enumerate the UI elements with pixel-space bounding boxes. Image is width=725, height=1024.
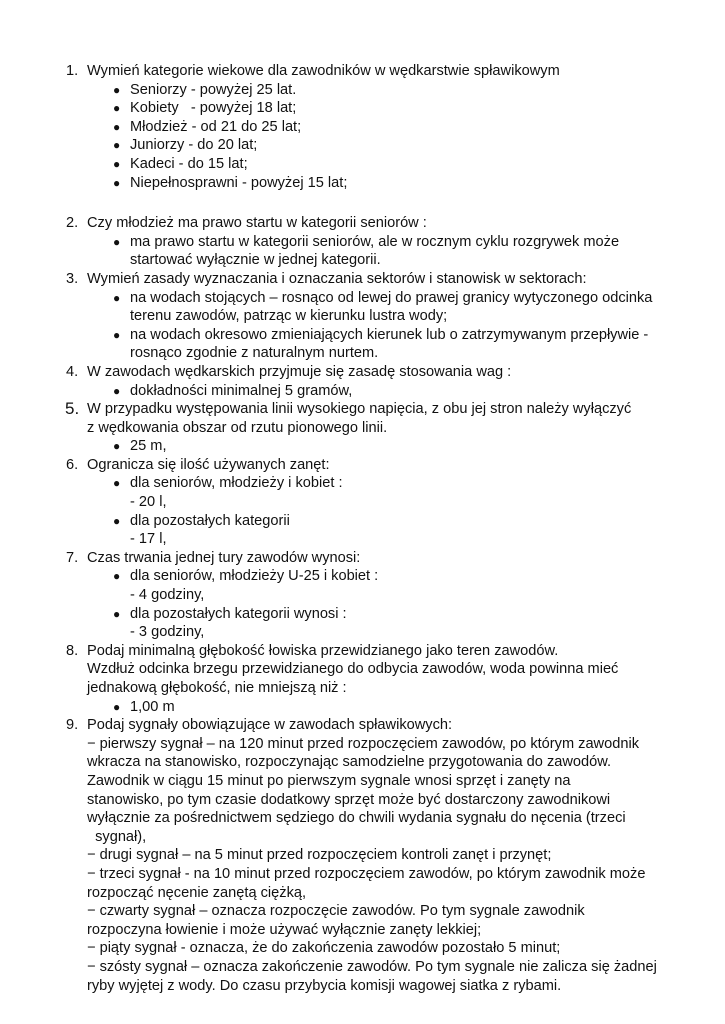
list-item <box>0 512 725 531</box>
question-text: Ogranicza się ilość używanych zanęt: <box>87 456 330 473</box>
answer-text: rosnąco zgodnie z naturalnym nurtem. <box>130 345 379 362</box>
answer-text: dla pozostałych kategorii <box>130 512 290 529</box>
bullet-icon: ● <box>113 513 121 528</box>
paragraph-text: jednakową głębokość, nie mniejszą niż : <box>87 680 347 696</box>
question-7 <box>0 549 725 568</box>
question-6 <box>0 456 725 475</box>
bullet-icon: ● <box>113 101 121 116</box>
paragraph-text: − pierwszy sygnał – na 120 minut przed rozpoczęciem zawodów, po którym zawodnik <box>87 735 639 752</box>
question-text: Czy młodzież ma prawo startu w kategorii seniorów : <box>87 215 427 232</box>
signal-line <box>0 921 725 940</box>
list-item <box>0 567 725 586</box>
answer-text: na wodach okresowo zmieniających kierunek lub o zatrzymywanym przepływie - <box>130 326 649 343</box>
signal-line <box>0 846 725 865</box>
paragraph-text: wyłącznie za pośrednictwem sędziego do chwili wydania sygnału do nęcenia (trzeci <box>87 810 626 827</box>
bullet-icon: ● <box>113 699 121 714</box>
bullet-icon: ● <box>113 327 121 342</box>
signal-line <box>0 735 725 754</box>
question-4 <box>0 363 725 382</box>
paragraph-text: stanowisko, po tym czasie dodatkowy sprzęt może być dostarczony zawodnikowi <box>87 791 611 808</box>
question-8 <box>0 642 725 661</box>
question-number: 2. <box>66 215 79 232</box>
list-item-continuation <box>0 251 725 270</box>
answer-text: Kobiety - powyżej 18 lat; <box>130 100 297 117</box>
paragraph-text: ryby wyjętej z wody. Do czasu przybycia komisji wagowej siatka z rybami. <box>87 977 562 994</box>
list-item <box>0 382 725 401</box>
question-text: Wymień kategorie wiekowe dla zawodników w wędkarstwie spławikowym <box>87 63 560 79</box>
answer-text: - 17 l, <box>130 531 167 548</box>
bullet-icon: ● <box>113 234 121 249</box>
list-item <box>0 437 725 456</box>
question-text: Podaj sygnały obowiązujące w zawodach spławikowych: <box>87 717 453 734</box>
paragraph-text: Zawodnik w ciągu 15 minut po pierwszym sygnale wnosi sprzęt i zanęty na <box>87 772 571 789</box>
paragraph-text: − czwarty sygnał – oznacza rozpoczęcie zawodów. Po tym sygnale zawodnik <box>87 903 585 920</box>
question-text: z wędkowania obszar od rzutu pionowego linii. <box>87 419 388 436</box>
signal-line <box>0 977 725 996</box>
paragraph-line <box>0 679 725 698</box>
answer-text: dla seniorów, młodzieży i kobiet : <box>130 475 343 492</box>
signal-line <box>0 791 725 810</box>
answer-text: Seniorzy - powyżej 25 lat. <box>130 81 297 98</box>
answer-text: dokładności minimalnej 5 gramów, <box>130 382 353 399</box>
answer-value <box>0 623 725 642</box>
bullet-icon: ● <box>113 82 121 97</box>
list-item <box>0 81 725 100</box>
answer-text: Niepełnosprawni - powyżej 15 lat; <box>130 174 348 191</box>
question-1 <box>0 62 725 81</box>
answer-text: Młodzież - od 21 do 25 lat; <box>130 118 302 135</box>
signal-line <box>0 809 725 828</box>
question-text: W zawodach wędkarskich przyjmuje się zasadę stosowania wag : <box>87 363 512 380</box>
list-item <box>0 605 725 624</box>
signal-line <box>0 939 725 958</box>
answer-text: Juniorzy - do 20 lat; <box>130 137 258 154</box>
list-item <box>0 698 725 717</box>
answer-text: ma prawo startu w kategorii seniorów, ale w rocznym cyklu rozgrywek może <box>130 233 620 250</box>
answer-text: terenu zawodów, patrząc w kierunku lustra wody; <box>130 308 448 325</box>
list-item <box>0 118 725 137</box>
signal-line <box>0 865 725 884</box>
list-item <box>0 136 725 155</box>
bullet-icon: ● <box>113 606 121 621</box>
answer-value <box>0 493 725 512</box>
list-item-continuation <box>0 307 725 326</box>
bullet-icon: ● <box>113 439 121 454</box>
answer-text: - 3 godziny, <box>130 624 205 641</box>
question-text: Podaj minimalną głębokość łowiska przewidzianego jako teren zawodów. <box>87 642 559 659</box>
paragraph-text: sygnał), <box>87 828 147 845</box>
paragraph-text: − szósty sygnał – oznacza zakończenie zawodów. Po tym sygnale nie zalicza się żadnej <box>87 958 657 975</box>
question-number: 9. <box>66 717 79 734</box>
answer-text: dla pozostałych kategorii wynosi : <box>130 605 347 622</box>
question-text: W przypadku występowania linii wysokiego napięcia, z obu jej stron należy wyłączyć <box>87 401 632 418</box>
bullet-icon: ● <box>113 175 121 190</box>
answer-text: - 4 godziny, <box>130 587 205 604</box>
list-item-continuation <box>0 344 725 363</box>
question-text: Czas trwania jednej tury zawodów wynosi: <box>87 549 361 566</box>
question-text: Wymień zasady wyznaczania i oznaczania sektorów i stanowisk w sektorach: <box>87 270 587 287</box>
list-item <box>0 233 725 252</box>
question-number: 7. <box>66 549 79 566</box>
question-number: 3. <box>66 270 79 287</box>
signal-line <box>0 828 725 847</box>
question-5 <box>0 400 725 419</box>
answer-text: 25 m, <box>130 438 167 455</box>
paragraph-text: − drugi sygnał – na 5 minut przed rozpoczęciem kontroli zanęt i przynęt; <box>87 847 552 864</box>
bullet-icon: ● <box>113 383 121 398</box>
answer-text: 1,00 m <box>130 698 175 715</box>
bullet-icon: ● <box>113 119 121 134</box>
paragraph-text: rozpocząć nęcenie zanętą ciężką, <box>87 884 307 901</box>
paragraph-text: − trzeci sygnał - na 10 minut przed rozpoczęciem zawodów, po którym zawodnik może <box>87 865 646 882</box>
spacer <box>0 192 725 214</box>
answer-text: - 20 l, <box>130 494 167 511</box>
paragraph-line <box>0 660 725 679</box>
bullet-icon: ● <box>113 476 121 491</box>
signal-line <box>0 753 725 772</box>
question-number: 5. <box>65 399 80 419</box>
answer-text: startować wyłącznie w jednej kategorii. <box>130 252 381 269</box>
question-number: 6. <box>66 456 79 473</box>
question-number: 1. <box>66 63 79 79</box>
signal-line <box>0 958 725 977</box>
answer-text: Kadeci - do 15 lat; <box>130 155 248 172</box>
list-item <box>0 155 725 174</box>
list-item <box>0 99 725 118</box>
answer-value <box>0 586 725 605</box>
paragraph-text: wkracza na stanowisko, rozpoczynając samodzielne przygotowania do zawodów. <box>87 754 612 771</box>
list-item <box>0 326 725 345</box>
question-continuation <box>0 419 725 438</box>
bullet-icon: ● <box>113 569 121 584</box>
list-item <box>0 174 725 193</box>
answer-value <box>0 530 725 549</box>
question-2 <box>0 214 725 233</box>
question-9 <box>0 716 725 735</box>
signal-line <box>0 884 725 903</box>
signal-line <box>0 772 725 791</box>
list-item <box>0 474 725 493</box>
bullet-icon: ● <box>113 290 121 305</box>
answer-text: dla seniorów, młodzieży U-25 i kobiet : <box>130 568 379 585</box>
question-3 <box>0 270 725 289</box>
list-item <box>0 289 725 308</box>
document-page <box>0 62 725 995</box>
bullet-icon: ● <box>113 156 121 171</box>
question-number: 4. <box>66 363 79 380</box>
signal-line <box>0 902 725 921</box>
bullet-icon: ● <box>113 138 121 153</box>
paragraph-text: rozpoczyna łowienie i może używać wyłącznie zanęty lekkiej; <box>87 921 482 938</box>
paragraph-text: − piąty sygnał - oznacza, że do zakończenia zawodów pozostało 5 minut; <box>87 940 561 957</box>
question-number: 8. <box>66 642 79 659</box>
answer-text: na wodach stojących – rosnąco od lewej do prawej granicy wytyczonego odcinka <box>130 289 653 306</box>
paragraph-text: Wzdłuż odcinka brzegu przewidzianego do odbycia zawodów, woda powinna mieć <box>87 661 619 678</box>
